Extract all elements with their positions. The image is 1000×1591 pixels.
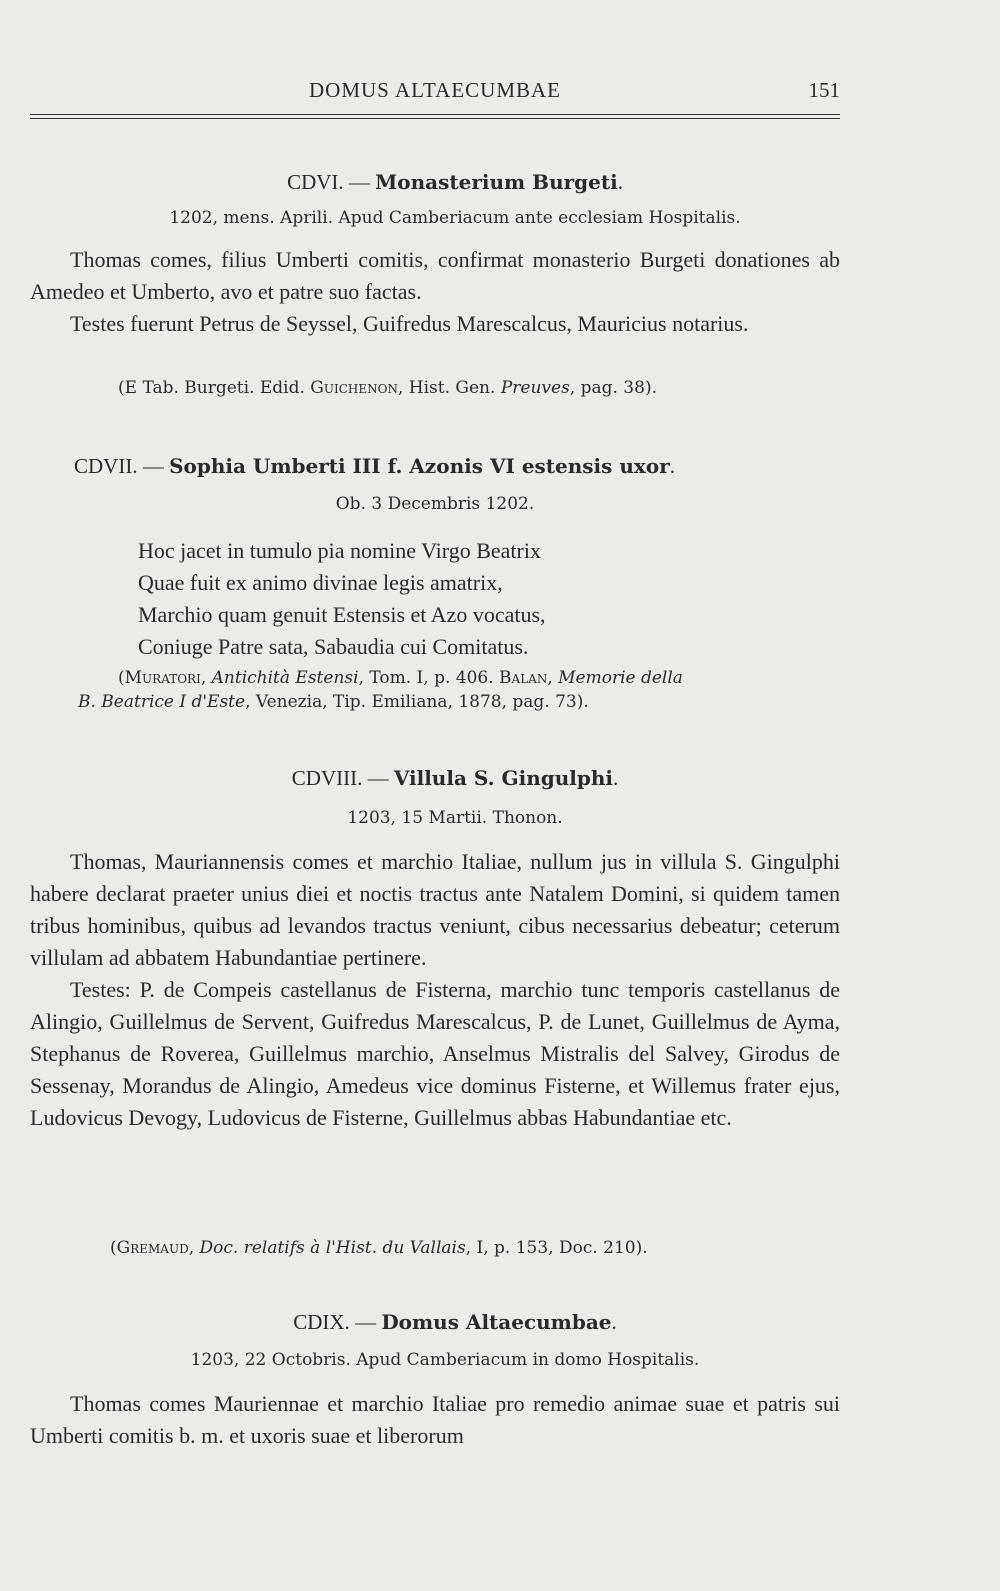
poem-line: Marchio quam genuit Estensis et Azo vocatus,	[138, 602, 546, 627]
running-title: DOMUS ALTAECUMBAE	[309, 78, 561, 102]
page-number: 151	[808, 78, 840, 102]
entry-heading: CDVII. — Sophia Umberti III f. Azonis VI estensis uxor.	[74, 454, 675, 478]
entry-title: Villula S. Gingulphi	[393, 766, 613, 790]
header-rule	[30, 114, 840, 115]
entry-cdviii	[30, 766, 840, 791]
entry-date: 1203, 15 Martii. Thonon.	[347, 808, 563, 828]
entry-body	[30, 1388, 840, 1452]
paragraph: Thomas comes, filius Umberti comitis, confirmat monasterio Burgeti donationes ab Amedeo et Umberto, avo et patre suo factas.	[30, 247, 840, 304]
poem-line: Hoc jacet in tumulo pia nomine Virgo Beatrix	[138, 538, 541, 563]
entry-title: Sophia Umberti III f. Azonis VI estensis uxor	[169, 454, 670, 478]
entry-cdvi	[30, 170, 840, 195]
poem-line: Quae fuit ex animo divinae legis amatrix,	[138, 570, 503, 595]
entry-date: 1202, mens. Aprili. Apud Camberiacum ante ecclesiam Hospitalis.	[169, 208, 741, 228]
page-header	[30, 76, 840, 106]
entry-citation: (E Tab. Burgeti. Edid. Guichenon, Hist. Gen. Preuves, pag. 38).	[118, 378, 657, 398]
entry-date: Ob. 3 Decembris 1202.	[335, 494, 535, 514]
entry-date: 1203, 22 Octobris. Apud Camberiacum in domo Hospitalis.	[190, 1350, 700, 1370]
paragraph: Testes: P. de Compeis castellanus de Fisterna, marchio tunc temporis castellanus de Alingio, Guillelmus de Servent, Guifredus Marescalcus, P. de Lunet, Guillelmus de Ayma, Stephanus de Roverea, Guillelmus marchio, Anselmus Mistralis del Salvey, Girodus de Sessenay, Morandus de Alingio, Amedeus vice dominus Fisterne, et Willemus frater ejus, Ludovicus Devogy, Ludovicus de Fisterne, Guillelmus abbas Habundantiae etc.	[30, 977, 840, 1130]
entry-body	[30, 846, 840, 1134]
paragraph: Testes fuerunt Petrus de Seyssel, Guifredus Marescalcus, Mauricius notarius.	[70, 311, 749, 336]
entry-title: Monasterium Burgeti	[375, 170, 618, 194]
entry-body	[30, 244, 840, 340]
entry-title: Domus Altaecumbae	[381, 1310, 612, 1334]
entry-heading: CDVIII. — Villula S. Gingulphi.	[291, 766, 619, 790]
poem-line: Coniuge Patre sata, Sabaudia cui Comitatus.	[138, 634, 529, 659]
entry-heading: CDVI. — Monasterium Burgeti.	[287, 170, 623, 194]
header-rule	[30, 118, 840, 119]
entry-citation: (Muratori, Antichità Estensi, Tom. I, p. 406. Balan, Memorie della B. Beatrice I d'Este, Venezia, Tip. Emiliana, 1878, pag. 73).	[78, 668, 683, 712]
entry-heading: CDIX. — Domus Altaecumbae.	[293, 1310, 617, 1334]
paragraph: Thomas, Mauriannensis comes et marchio Italiae, nullum jus in villula S. Gingulphi habere declarat praeter unius diei et noctis tractus ante Natalem Domini, si quidem tamen tribus hominibus, quibus ad levandos tractus veniunt, cibus necessarius debeatur; ceterum villulam ad abbatem Habundantiae pertinere.	[30, 849, 840, 970]
epitaph-poem	[30, 535, 948, 663]
paragraph: Thomas comes Mauriennae et marchio Italiae pro remedio animae suae et patris sui Umberti comitis b. m. et uxoris suae et liberorum	[30, 1391, 840, 1448]
entry-cdix	[30, 1310, 840, 1335]
entry-citation: (Gremaud, Doc. relatifs à l'Hist. du Vallais, I, p. 153, Doc. 210).	[110, 1238, 648, 1258]
entry-cdvii	[30, 454, 840, 479]
